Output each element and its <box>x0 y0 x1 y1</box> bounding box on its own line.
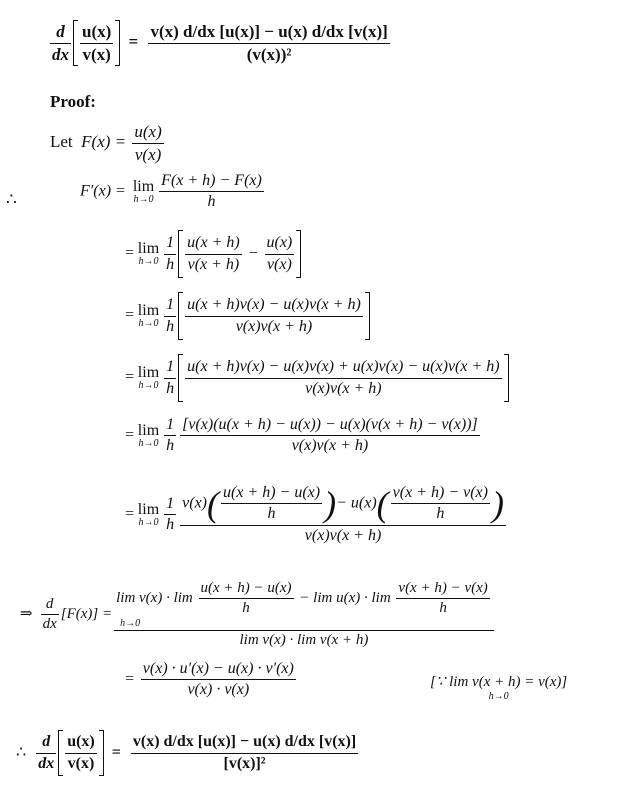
quotient-rule-rhs: $\frac{v(x) d/dx [u(x)] - u(x) d/dx [v(x)]}{\text{(v(x))²}}$ <box>150 21 388 64</box>
step-3: = lim h→0 $\frac{1}{h}$ $\frac{u(x + h)v(x) - u(x)v(x + h)}{v(x)v(x + h)}$ <box>124 292 370 340</box>
d-dx-fraction: $\frac{d}{dx}$ <box>42 595 57 633</box>
bracket-left <box>178 354 183 402</box>
bracket-right <box>115 20 120 66</box>
limit: lim h→0 <box>137 240 160 267</box>
one-over-h: $\frac{1}{h}$ <box>166 494 175 534</box>
limit-product-numerator: lim v(x) · lim $\frac{u(x + h) - u(x)}{h}$ − lim u(x) · lim $\frac{v(x + h) - v(x)}{h}$ h→0 <box>114 580 494 631</box>
inner-fraction-v: $\frac{v(x + h) - v(x)}{h}$ <box>392 484 488 523</box>
quotient-rule-result: $\frac{v(x) d/dx [u(x)] - u(x) d/dx [v(x)]}{\text{[v(x)]²}}$ <box>132 733 357 772</box>
u-over-v-fraction: $\frac{u(x)}{v(x)}$ <box>67 733 95 772</box>
step-2: = lim h→0 $\frac{1}{h}$ $\frac{u(x + h)}{v(x + h)}$ − $\frac{u(x)}{v(x)}$ <box>124 230 301 278</box>
limit: lim h→0 <box>137 421 160 449</box>
bracket-right <box>504 354 509 402</box>
difference-quotient: $\frac{F(x + h) - F(x)}{h}$ <box>161 172 262 211</box>
limit: lim h→0 <box>137 500 160 528</box>
u-over-v-fraction: $\frac{u(x)}{v(x)}$ <box>82 21 112 64</box>
step-1: F′(x) = lim h→0 $\frac{F(x + h) - F(x)}{h}$ <box>80 172 262 211</box>
d-dx-fraction: $\frac{d}{dx}$ <box>38 733 55 772</box>
step-9: ∴ $\frac{d}{dx}$ $\frac{u(x)}{v(x)}$ = $\frac{v(x) d/dx [u(x)] - u(x) d/dx [v(x)]}{\text{[v(x)]²}}$ <box>16 730 360 776</box>
term-b: $\frac{u(x)}{v(x)}$ <box>266 234 293 273</box>
inner-fraction-u: $\frac{u(x + h) - u(x)}{h}$ <box>223 484 321 523</box>
step-4: = lim h→0 $\frac{1}{h}$ $\frac{u(x + h)v(x) - u(x)v(x) + u(x)v(x) - u(x)v(x + h)}{v(x)v(x + h)}$ <box>124 354 509 402</box>
one-over-h: $\frac{1}{h}$ <box>166 234 175 273</box>
paren-right: ) <box>324 483 337 524</box>
inner-fraction-v: $\frac{v(x + h) - v(x)}{h}$ <box>398 580 488 617</box>
step-7: ⇒ $\frac{d}{dx}$ [F(x)] = lim v(x) · lim $\frac{u(x + h) - u(x)}{h}$ − lim u(x) · lim $\frac{v(x + h) - v(x)}{h}$ h→0 lim v(x) · lim v(x + h) <box>20 580 496 649</box>
bracket-right <box>296 230 301 278</box>
one-over-h: $\frac{1}{h}$ <box>166 296 175 335</box>
one-over-h: $\frac{1}{h}$ <box>166 416 175 455</box>
step-6: = lim h→0 $\frac{1}{h}$ v(x)( $\frac{u(x + h) - u(x)}{h}$ )− u(x)( $\frac{v(x + h) - v(x)}{h}$ ) v(x)v(x + h) <box>124 483 504 544</box>
factored-fraction: $\frac{[v(x)(u(x + h) - u(x)) - u(x)(v(x + h) - v(x))]}{v(x)v(x + h)}$ <box>182 416 478 455</box>
expanded-fraction: $\frac{u(x + h)v(x) - u(x)v(x) + u(x)v(x) - u(x)v(x + h)}{v(x)v(x + h)}$ <box>187 358 500 397</box>
one-over-h: $\frac{1}{h}$ <box>166 358 175 397</box>
paren-right: ) <box>491 483 504 524</box>
limit: lim h→0 <box>137 302 160 329</box>
bracket-left <box>178 292 183 340</box>
bracket-left <box>73 20 78 66</box>
therefore-symbol: ∴ <box>6 190 17 209</box>
limit: lim h→0 <box>132 177 155 205</box>
paren-left: ( <box>207 483 219 524</box>
eq0: $\frac{d}{dx}$ $\frac{u(x)}{v(x)}$ = $\frac{v(x) d/dx [u(x)] - u(x) d/dx [v(x)]}{\text{(v(x))²}}$ <box>48 20 392 66</box>
nested-fraction: v(x)( $\frac{u(x + h) - u(x)}{h}$ )− u(x)( $\frac{v(x + h) - v(x)}{h}$ ) v(x)v(x + h) <box>182 483 504 544</box>
derivative-fraction: $\frac{v(x) \cdot u'(x) - u(x) \cdot v'(x)}{v(x) \cdot v(x)}$ <box>142 660 294 699</box>
step-5: = lim h→0 $\frac{1}{h}$ $\frac{[v(x)(u(x + h) - u(x)) - u(x)(v(x + h) - v(x))]}{v(x)v(x + h)}$ <box>124 416 478 455</box>
step-8: = $\frac{v(x) \cdot u'(x) - u(x) \cdot v'(x)}{v(x) \cdot v(x)}$ <box>124 660 294 699</box>
d-dx-fraction: $\frac{d}{dx}$ <box>52 21 69 64</box>
bracket-right <box>365 292 370 340</box>
term-a: $\frac{u(x + h)}{v(x + h)}$ <box>187 234 240 273</box>
let-definition: Let F(x) = $\frac{u(x)}{v(x)}$ <box>50 122 162 164</box>
paren-left: ( <box>376 483 389 524</box>
bracket-left <box>58 730 63 776</box>
limit-product-fraction: lim v(x) · lim $\frac{u(x + h) - u(x)}{h}$ − lim u(x) · lim $\frac{v(x + h) - v(x)}{h}$ h→0 lim v(x) · lim v(x + h) <box>114 580 494 649</box>
bracket-right <box>99 730 104 776</box>
combined-fraction: $\frac{u(x + h)v(x) - u(x)v(x + h)}{v(x)v(x + h)}$ <box>187 296 361 335</box>
bracket-left <box>178 230 183 278</box>
proof-label: Proof: <box>50 92 96 111</box>
let-fraction: $\frac{u(x)}{v(x)}$ <box>134 122 162 164</box>
limit: lim h→0 <box>137 364 160 391</box>
nested-numerator: v(x)( $\frac{u(x + h) - u(x)}{h}$ )− u(x)( $\frac{v(x + h) - v(x)}{h}$ ) <box>182 483 504 524</box>
inner-fraction-u: $\frac{u(x + h) - u(x)}{h}$ <box>200 580 292 617</box>
limit-note: [∵ lim v(x + h) = v(x)] h→0 <box>430 674 568 702</box>
